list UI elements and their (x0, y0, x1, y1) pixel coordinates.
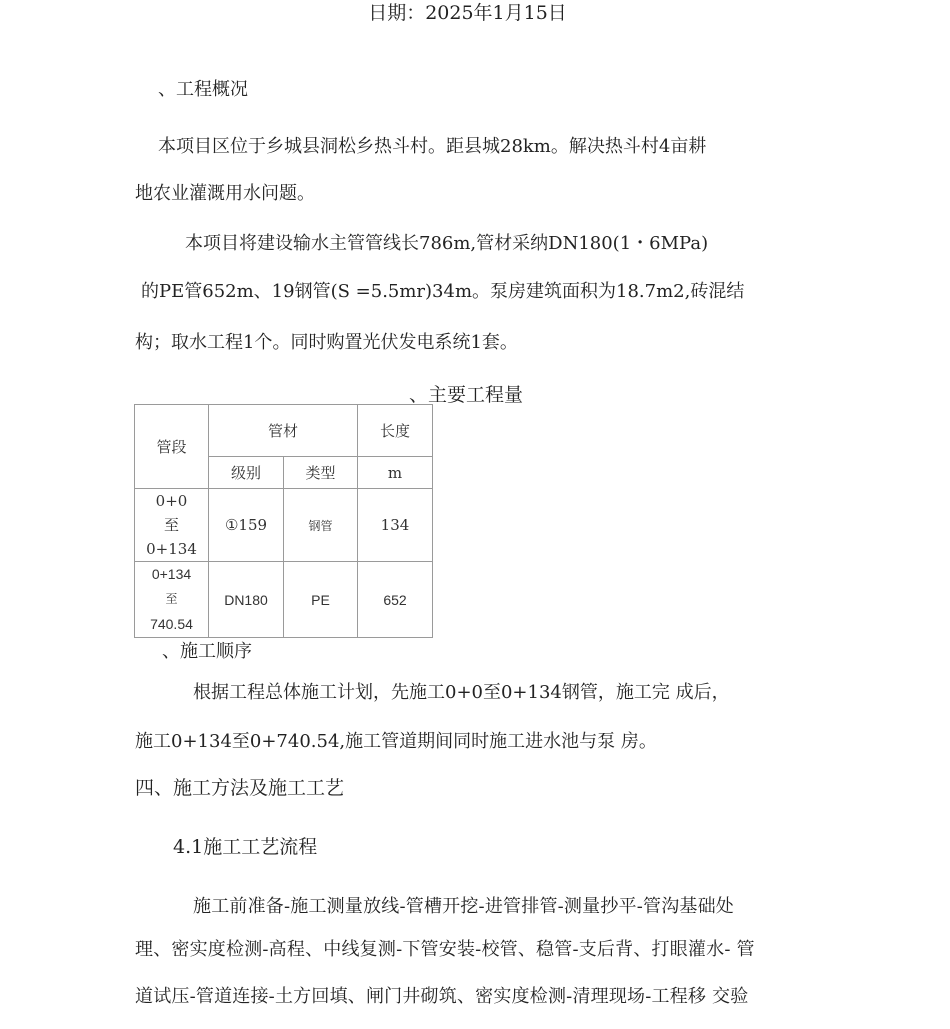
header-cell-segment: 管段 (135, 405, 209, 489)
segment-from: 0+0 (155, 492, 188, 510)
segment-to-word: 至 (165, 592, 178, 606)
type-cell: 钢管 (284, 489, 358, 562)
table-row (135, 562, 433, 638)
header-cell-grade: 级别 (209, 457, 284, 489)
paragraph-line: 地农业灌溉用水问题。 (135, 183, 315, 204)
paragraph-line: 施工0+134至0+740.54,施工管道期间同时施工进水池与泵 房。 (135, 731, 657, 752)
quantities-table (134, 404, 433, 638)
header-cell-length: 长度 (358, 405, 433, 457)
length-cell: 652 (358, 562, 433, 638)
grade-cell: DN180 (209, 562, 284, 638)
section-heading-main-quantities: 、主要工程量 (409, 384, 524, 406)
segment-from: 0+134 (151, 566, 192, 582)
grade-cell: ①159 (209, 489, 284, 562)
section-heading-construction-sequence: 、施工顺序 (162, 641, 252, 662)
paragraph-line: 理、密实度检测-高程、中线复测-下管安装-校管、稳管-支后背、打眼灌水- 管 (135, 939, 755, 960)
segment-cell (135, 562, 209, 638)
segment-to: 0+134 (146, 540, 197, 558)
paragraph-line: 的PE管652m、19钢管(S =5.5mr)34m。泵房建筑面积为18.7m2,砖混结 (141, 281, 745, 302)
header-cell-material: 管材 (209, 405, 358, 457)
paragraph-line: 本项目区位于乡城县洞松乡热斗村。距县城28km。解决热斗村4亩耕 (158, 136, 707, 157)
header-cell-unit: m (358, 457, 433, 489)
document-date: 日期：2025年1月15日 (368, 2, 567, 24)
length-cell: 134 (358, 489, 433, 562)
paragraph-line: 本项目将建设输水主管管线长786m,管材采纳DN180(1・6MPa) (185, 233, 709, 254)
segment-to-word: 至 (163, 516, 179, 534)
section-heading-project-overview: 、工程概况 (158, 79, 248, 100)
segment-to: 740.54 (150, 616, 193, 632)
paragraph-line: 根据工程总体施工计划，先施工0+0至0+134钢管，施工完 成后， (193, 682, 730, 703)
section-heading-methods: 四、施工方法及施工工艺 (135, 777, 345, 799)
table-row (135, 489, 433, 562)
paragraph-line: 施工前准备-施工测量放线-管槽开挖-进管排管-测量抄平-管沟基础处 (193, 896, 735, 917)
header-cell-type: 类型 (284, 457, 358, 489)
type-cell: PE (284, 562, 358, 638)
segment-cell (135, 489, 209, 562)
paragraph-line: 构；取水工程1个。同时购置光伏发电系统1套。 (135, 332, 518, 353)
table-header-row (135, 405, 433, 457)
paragraph-line: 道试压-管道连接-土方回填、闸门井砌筑、密实度检测-清理现场-工程移 交验 (135, 986, 749, 1007)
subsection-heading-process-flow: 4.1施工工艺流程 (173, 836, 318, 858)
